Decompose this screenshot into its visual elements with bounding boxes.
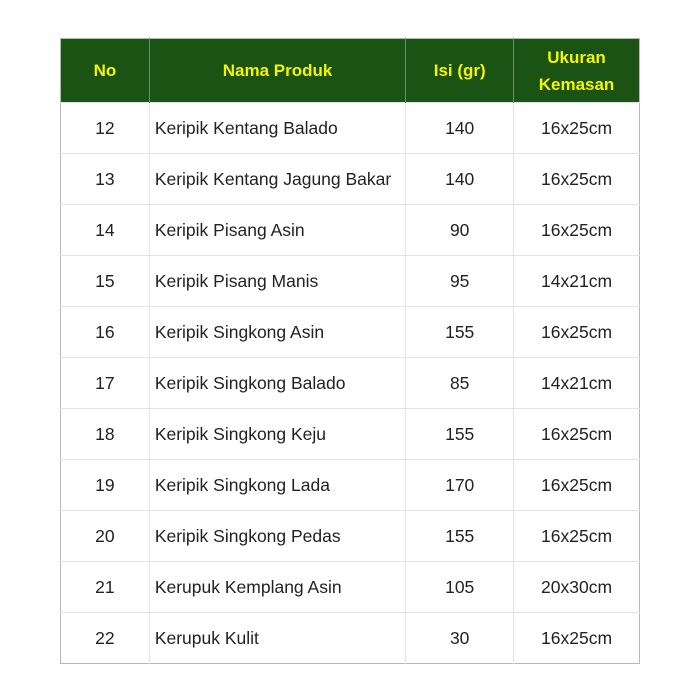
cell-no: 20 — [61, 511, 150, 562]
cell-isi: 155 — [406, 409, 514, 460]
cell-nama-produk: Keripik Pisang Asin — [149, 205, 406, 256]
cell-isi: 95 — [406, 256, 514, 307]
cell-isi: 140 — [406, 103, 514, 154]
table-row — [61, 562, 640, 613]
cell-no: 14 — [61, 205, 150, 256]
cell-ukuran: 16x25cm — [514, 154, 640, 205]
cell-no: 19 — [61, 460, 150, 511]
header-isi: Isi (gr) — [406, 39, 514, 103]
table-row — [61, 103, 640, 154]
cell-nama-produk: Keripik Singkong Keju — [149, 409, 406, 460]
cell-ukuran: 16x25cm — [514, 103, 640, 154]
cell-no: 22 — [61, 613, 150, 664]
cell-isi: 30 — [406, 613, 514, 664]
cell-ukuran: 16x25cm — [514, 511, 640, 562]
cell-ukuran: 16x25cm — [514, 409, 640, 460]
cell-nama-produk: Keripik Pisang Manis — [149, 256, 406, 307]
cell-isi: 90 — [406, 205, 514, 256]
cell-isi: 105 — [406, 562, 514, 613]
cell-no: 12 — [61, 103, 150, 154]
cell-ukuran: 16x25cm — [514, 307, 640, 358]
cell-ukuran: 14x21cm — [514, 256, 640, 307]
cell-ukuran: 14x21cm — [514, 358, 640, 409]
header-nama-produk: Nama Produk — [149, 39, 406, 103]
header-ukuran-label: Ukuran Kemasan — [538, 47, 615, 94]
cell-isi: 155 — [406, 307, 514, 358]
table-row — [61, 256, 640, 307]
cell-nama-produk: Keripik Kentang Jagung Bakar — [149, 154, 406, 205]
cell-nama-produk: Keripik Singkong Asin — [149, 307, 406, 358]
cell-isi: 155 — [406, 511, 514, 562]
table-row — [61, 205, 640, 256]
cell-isi: 140 — [406, 154, 514, 205]
table-row — [61, 511, 640, 562]
table-row — [61, 358, 640, 409]
cell-no: 15 — [61, 256, 150, 307]
cell-nama-produk: Kerupuk Kulit — [149, 613, 406, 664]
cell-nama-produk: Keripik Singkong Pedas — [149, 511, 406, 562]
header-ukuran-kemasan — [514, 39, 640, 103]
cell-ukuran: 16x25cm — [514, 205, 640, 256]
cell-nama-produk: Kerupuk Kemplang Asin — [149, 562, 406, 613]
cell-no: 21 — [61, 562, 150, 613]
cell-ukuran: 16x25cm — [514, 613, 640, 664]
cell-isi: 85 — [406, 358, 514, 409]
table-row — [61, 460, 640, 511]
cell-no: 18 — [61, 409, 150, 460]
table-row — [61, 307, 640, 358]
cell-ukuran: 20x30cm — [514, 562, 640, 613]
table-row — [61, 409, 640, 460]
table-row — [61, 154, 640, 205]
cell-no: 16 — [61, 307, 150, 358]
cell-isi: 170 — [406, 460, 514, 511]
table-row — [61, 613, 640, 664]
product-table — [60, 38, 640, 664]
cell-nama-produk: Keripik Singkong Balado — [149, 358, 406, 409]
cell-nama-produk: Keripik Kentang Balado — [149, 103, 406, 154]
header-no: No — [61, 39, 150, 103]
cell-no: 17 — [61, 358, 150, 409]
header-row — [61, 39, 640, 103]
cell-no: 13 — [61, 154, 150, 205]
cell-ukuran: 16x25cm — [514, 460, 640, 511]
cell-nama-produk: Keripik Singkong Lada — [149, 460, 406, 511]
